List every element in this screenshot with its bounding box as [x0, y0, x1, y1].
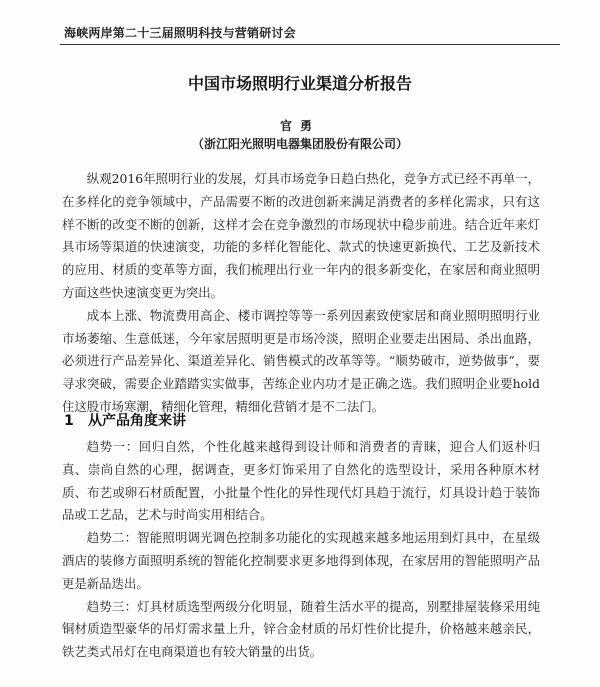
- paper-title: 中国市场照明行业渠道分析报告: [187, 74, 412, 93]
- running-header: 海峡两岸第二十三届照明科技与营销研讨会: [64, 26, 296, 40]
- author-name: 官勇: [279, 119, 320, 133]
- trend-paragraph-1: 趋势一：回归自然，个性化越来越得到设计师和消费者的青睐，迎合人们返朴归真、崇尚自然的心理，据调查，更多灯饰采用了自然化的选型设计，采用各种原木材质、布艺或卵石材质配置，小批量个性化的异性现代灯具趋于流行，灯具设计趋于装饰品或工艺品，艺术与时尚实用相结合。: [62, 439, 540, 523]
- author-affiliation: （浙江阳光照明电器集团股份有限公司）: [191, 137, 408, 151]
- header-rule: [60, 44, 560, 45]
- intro-section: [62, 168, 540, 419]
- intro-paragraph-1: 纵观2016年照明行业的发展，灯具市场竞争日趋白热化，竞争方式已经不再单一，在多样化的竞争领域中，产品需要不断的改进创新来满足消费者的多样化需求，只有这样不断的改变不断的创新，这样才会在竞争激烈的市场现状中稳步前进。结合近年来灯具市场等渠道的快速演变，功能的多样化智能化、款式的快速更新换代、工艺及新技术的应用、材质的变革等方面，我们梳理出行业一年内的很多新变化，在家居和商业照明方面这些快速演变更为突出。: [62, 171, 540, 300]
- section-number: 1: [64, 413, 74, 429]
- trend-paragraph-2: 趋势二：智能照明调光调色控制多功能化的实现越来越多地运用到灯具中，在星级酒店的装修方面照明系统的智能化控制要求更多地得到体现，在家居用的智能照明产品更是新品迭出。: [62, 530, 540, 591]
- intro-paragraph-2: 成本上涨、物流费用高企、楼市调控等等一系列因素致使家居和商业照明照明行业市场萎缩、生意低迷，今年家居照明更是市场冷淡，照明企业要走出困局、杀出血路，必须进行产品差异化、渠道差异化、销售模式的改革等等。“顺势破市，逆势做事”，要寻求突破，需要企业踏踏实实做事，苦练企业内功才是正确之选。我们照明企业要hold住这股市场寒潮，精细化管理，精细化营销才是不二法门。: [62, 307, 540, 414]
- trends-section: [62, 436, 540, 664]
- trend-paragraph-3: 趋势三：灯具材质选型两级分化明显，随着生活水平的提高，别墅排屋装修采用纯铜材质造型豪华的吊灯需求量上升，锌合金材质的吊灯性价比提升，价格越来越亲民，铁艺类式吊灯在电商渠道也有较大销量的出货。: [62, 598, 540, 660]
- section-title: 从产品角度来讲: [88, 413, 186, 429]
- section-heading: [64, 410, 186, 430]
